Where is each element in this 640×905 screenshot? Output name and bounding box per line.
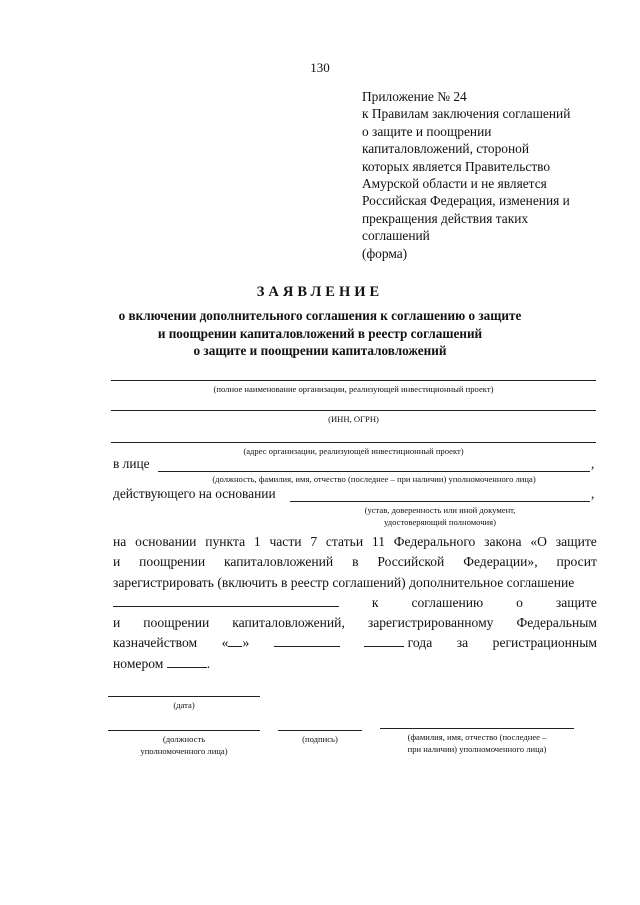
position-caption: (должность (162, 734, 206, 744)
org-name-field[interactable] (111, 380, 596, 381)
appendix-header (362, 88, 612, 262)
org-name-caption: (полное наименование организации, реализующей инвестиционный проект) (213, 384, 494, 394)
address-caption: (адрес организации, реализующей инвестиционный проект) (243, 446, 464, 456)
inn-ogrn-caption: (ИНН, ОГРН) (328, 414, 379, 424)
page-number: 130 (310, 60, 330, 75)
request-paragraph (113, 532, 597, 674)
authorized-person-caption: (должность, фамилия, имя, отчество (последнее – при наличии) уполномоченного лица) (212, 474, 536, 484)
position-caption: уполномоченного лица) (140, 746, 228, 756)
comma: , (591, 486, 595, 501)
fio-field[interactable] (380, 728, 574, 729)
signature-field[interactable] (278, 730, 362, 731)
appendix-line: капиталовложений, стороной (362, 141, 529, 157)
fio-caption: (фамилия, имя, отчество (последнее – (407, 732, 547, 742)
basis-caption: удостоверяющий полномочия) (384, 517, 496, 527)
agreement-number-field[interactable] (113, 593, 339, 607)
paragraph-line-1: на основании пункта 1 части 7 статьи 11 Федерального закона «О защите (113, 534, 597, 549)
registration-number-field[interactable] (167, 654, 207, 668)
day-field[interactable] (228, 633, 242, 647)
basis-caption: (устав, доверенность или иной документ, (364, 505, 516, 515)
appendix-line: к Правилам заключения соглашений (362, 106, 571, 122)
paragraph-line-7: номером . (113, 655, 211, 671)
appendix-line: прекращения действия таких (362, 210, 529, 226)
basis-label: действующего на основании (113, 486, 276, 501)
authorized-person-field[interactable] (158, 471, 590, 472)
paragraph-line-6: казначейством « » года за регистрационным (113, 635, 597, 651)
date-caption: (дата) (173, 700, 195, 710)
address-field[interactable] (111, 442, 596, 443)
appendix-line: Амурской области и не является (362, 176, 547, 192)
document-title: ЗАЯВЛЕНИЕ (256, 284, 384, 300)
paragraph-line-2: и поощрении капиталовложений в Российской Федерации», просит (113, 554, 597, 570)
appendix-line: (форма) (362, 245, 408, 261)
basis-document-field[interactable] (290, 501, 590, 502)
date-field[interactable] (108, 696, 260, 697)
inn-ogrn-field[interactable] (111, 410, 596, 411)
appendix-line: о защите и поощрении (362, 123, 492, 139)
comma: , (591, 456, 595, 471)
subtitle-line: о защите и поощрении капиталовложений (193, 343, 447, 358)
appendix-line: которых является Правительство (362, 158, 551, 174)
signature-caption: (подпись) (302, 734, 338, 744)
document-subtitle (0, 307, 640, 360)
month-field[interactable] (274, 633, 340, 647)
appendix-line: Приложение № 24 (362, 89, 467, 104)
paragraph-line-5: и поощрении капиталовложений, зарегистрированному Федеральным (113, 615, 597, 631)
subtitle-line: и поощрении капиталовложений в реестр соглашений (157, 325, 483, 341)
appendix-line: соглашений (362, 228, 430, 244)
in-person-label: в лице (113, 456, 150, 471)
position-field[interactable] (108, 730, 260, 731)
paragraph-line-4: к соглашению о защите (113, 593, 597, 613)
paragraph-line-3: зарегистрировать (включить в реестр соглашений) дополнительное соглашение (113, 574, 575, 590)
fio-caption: при наличии) уполномоченного лица) (407, 744, 547, 754)
year-field[interactable] (364, 633, 404, 647)
subtitle-line: о включении дополнительного соглашения к соглашению о защите (118, 308, 522, 323)
appendix-line: Российская Федерация, изменения и (362, 193, 570, 209)
